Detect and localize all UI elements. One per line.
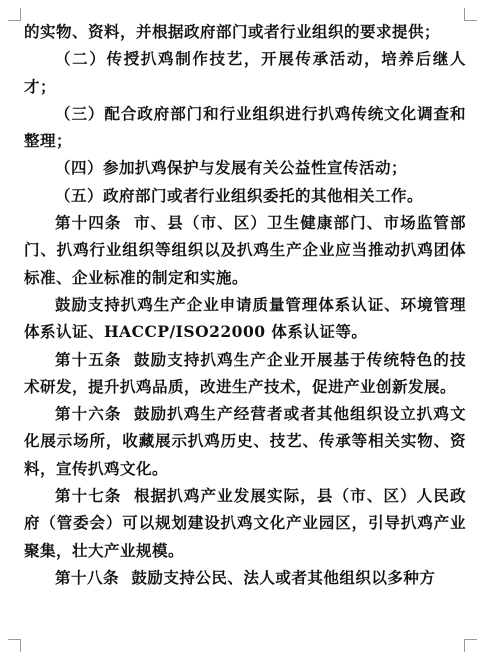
paragraph [24, 45, 466, 100]
paragraph-text: 根据扒鸡产业发展实际，县（市、区）人民政府（管委会）可以规划建设扒鸡文化产业园区，引导扒鸡产业聚集，壮大产业规模。 [24, 486, 466, 560]
paragraph [24, 291, 466, 346]
article-number: 第十六条 [55, 404, 122, 424]
paragraph-text: （四）参加扒鸡保护与发展有关公益性宣传活动； [55, 158, 408, 178]
paragraph [24, 100, 466, 155]
article-paragraph [24, 564, 466, 591]
article-paragraph [24, 400, 466, 482]
paragraph-text: 的实物、资料，并根据政府部门或者行业组织的要求提供； [24, 22, 441, 41]
paragraph [24, 154, 466, 181]
article-paragraph [24, 346, 466, 401]
article-paragraph [24, 482, 466, 564]
paragraph-text: （三）配合政府部门和行业组织进行扒鸡传统文化调查和整理； [24, 103, 466, 151]
page-corner-mark-bottom-right [464, 639, 477, 652]
paragraph-text: 市、县（市、区）卫生健康部门、市场监管部门、扒鸡行业组织等组织以及扒鸡生产企业应当推动扒鸡团体标准、企业标准的制定和实施。 [24, 213, 466, 287]
article-paragraph [24, 209, 466, 291]
page-corner-mark-bottom-left [8, 639, 21, 652]
document-body [24, 18, 466, 591]
paragraph-text: 鼓励支持公民、法人或者其他组织以多种方 [131, 567, 436, 587]
paragraph-text: （二）传授扒鸡制作技艺，开展传承活动，培养后继人才； [24, 49, 466, 96]
paragraph-text: 鼓励支持扒鸡生产企业开展基于传统特色的技术研发，提升扒鸡品质，改进生产技术，促进产业创新发展。 [24, 349, 466, 396]
article-number: 第十八条 [55, 567, 120, 587]
paragraph-text: （五）政府部门或者行业组织委托的其他相关工作。 [55, 185, 424, 205]
article-number: 第十七条 [55, 486, 122, 506]
page-corner-mark-top-left [8, 8, 21, 21]
paragraph [24, 18, 466, 45]
paragraph-text: 鼓励支持扒鸡生产企业申请质量管理体系认证、环境管理体系认证、HACCP/ISO22000 体系认证等。 [24, 294, 466, 342]
article-number: 第十四条 [55, 213, 122, 233]
article-number: 第十五条 [55, 349, 122, 369]
paragraph [24, 182, 466, 209]
paragraph-text: 鼓励扒鸡生产经营者或者其他组织设立扒鸡文化展示场所，收藏展示扒鸡历史、技艺、传承等相关实物、资料，宣传扒鸡文化。 [24, 404, 466, 478]
